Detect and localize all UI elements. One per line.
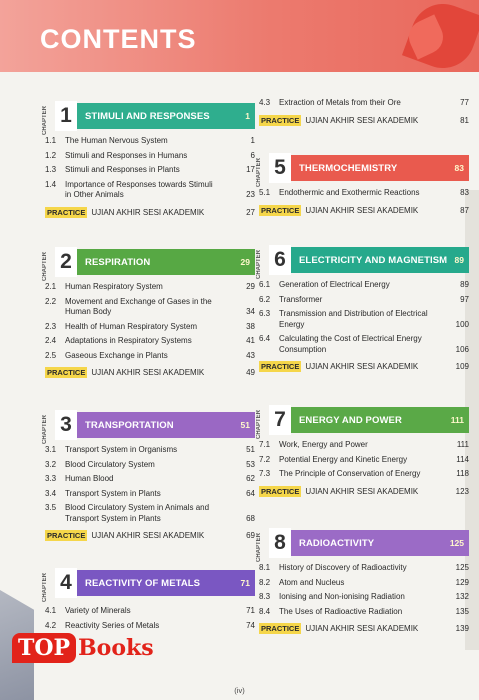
- chapter-tag: CHAPTER: [256, 532, 262, 562]
- chapter-4-block: [42, 568, 255, 635]
- page-title: CONTENTS: [40, 24, 197, 54]
- item-title: Movement and Exchange of Gases in the Human Body: [65, 296, 212, 316]
- toc-item[interactable]: [45, 297, 255, 318]
- item-title: Variety of Minerals: [65, 606, 131, 615]
- page-number: (iv): [234, 686, 245, 695]
- chapter-3-block: [42, 410, 255, 541]
- chapter-8-heading[interactable]: [256, 528, 469, 562]
- toc-item[interactable]: [45, 503, 255, 524]
- chapter-8-block: [256, 528, 469, 634]
- item-title: Blood Circulatory System in Animals and Transport System in Plants: [65, 503, 210, 523]
- item-title: Transport System in Organisms: [65, 445, 178, 454]
- item-number: 2.4: [45, 336, 57, 345]
- item-page: 118: [456, 469, 469, 478]
- chapter-page: 89: [454, 255, 464, 265]
- item-number: 6.4: [259, 334, 271, 343]
- item-number: 8.3: [259, 592, 271, 601]
- practice-title: UJIAN AKHIR SESI AKADEMIK: [305, 205, 419, 215]
- item-page: 51: [246, 445, 255, 454]
- toc-item[interactable]: [259, 607, 469, 618]
- item-number: 4.3: [259, 98, 271, 107]
- practice-row[interactable]: [259, 623, 469, 634]
- practice-row[interactable]: [259, 115, 469, 126]
- practice-title: UJIAN AKHIR SESI AKADEMIK: [305, 362, 419, 371]
- item-number: 5.1: [259, 188, 271, 197]
- item-number: 7.3: [259, 469, 271, 478]
- chapter-title: ENERGY AND POWER: [299, 414, 402, 426]
- chapter-title-bar: [291, 530, 469, 556]
- practice-badge: PRACTICE: [47, 531, 86, 540]
- item-number: 7.2: [259, 454, 271, 464]
- toc-item[interactable]: [45, 165, 255, 176]
- chapter-page: 51: [240, 420, 250, 430]
- chapter-tag: CHAPTER: [256, 409, 262, 439]
- item-page: 53: [246, 459, 255, 469]
- chapter-7-block: [256, 405, 469, 497]
- item-page: 62: [246, 474, 255, 483]
- item-title: The Uses of Radioactive Radiation: [279, 606, 403, 616]
- item-page: 34: [246, 307, 255, 316]
- toc-item[interactable]: [45, 336, 255, 347]
- item-title: Endothermic and Exothermic Reactions: [279, 188, 420, 197]
- practice-page: 49: [246, 368, 255, 377]
- chapter-title-bar: [291, 155, 469, 181]
- toc-item[interactable]: [45, 322, 255, 333]
- chapter-tag: CHAPTER: [256, 249, 262, 279]
- item-page: 106: [455, 344, 469, 354]
- item-page: 68: [246, 513, 255, 523]
- item-page: 100: [455, 319, 469, 329]
- item-page: 74: [246, 620, 255, 630]
- item-number: 4.1: [45, 606, 57, 615]
- toc-item[interactable]: [45, 606, 255, 617]
- chapter-number: 7: [269, 405, 291, 435]
- practice-page: 27: [246, 207, 255, 217]
- chapter-title-bar: [77, 570, 255, 596]
- practice-badge: PRACTICE: [47, 368, 86, 377]
- item-title: Atom and Nucleus: [279, 577, 345, 587]
- item-number: 1.3: [45, 165, 57, 174]
- item-page: 43: [246, 350, 255, 360]
- chapter-number: 1: [55, 101, 77, 131]
- item-title: Human Blood: [65, 474, 114, 483]
- item-page: 114: [456, 454, 469, 464]
- toc-item[interactable]: [259, 309, 469, 330]
- practice-badge: PRACTICE: [261, 362, 300, 371]
- item-title: Reactivity Series of Metals: [65, 620, 160, 630]
- chapter-6-heading[interactable]: [256, 245, 469, 279]
- toc-item[interactable]: [45, 136, 255, 147]
- practice-title: UJIAN AKHIR SESI AKADEMIK: [305, 115, 419, 125]
- practice-title: UJIAN AKHIR SESI AKADEMIK: [91, 368, 205, 377]
- chapter-3-heading[interactable]: [42, 410, 255, 444]
- chapter-2-heading[interactable]: [42, 247, 255, 281]
- item-number: 3.2: [45, 459, 57, 469]
- item-title: Importance of Responses towards Stimuli in Other Animals: [65, 179, 213, 199]
- practice-row[interactable]: [259, 486, 469, 497]
- item-page: 38: [246, 321, 255, 331]
- chapter-4-continued: [259, 98, 469, 126]
- watermark-books: Books: [78, 635, 154, 661]
- chapter-title: THERMOCHEMISTRY: [299, 162, 398, 174]
- practice-badge: PRACTICE: [261, 115, 300, 125]
- chapter-page: 71: [240, 578, 250, 588]
- chapter-title-bar: [291, 247, 469, 273]
- item-title: Transport System in Plants: [65, 488, 161, 498]
- item-page: 41: [246, 336, 255, 345]
- item-title: Health of Human Respiratory System: [65, 321, 198, 331]
- chapter-number: 5: [269, 153, 291, 183]
- item-number: 1.4: [45, 179, 57, 189]
- chapter-title: ELECTRICITY AND MAGNETISM: [299, 254, 448, 266]
- practice-row[interactable]: [259, 205, 469, 216]
- item-title: Extraction of Metals from their Ore: [279, 98, 401, 107]
- item-number: 1.1: [45, 136, 57, 145]
- item-title: Adaptations in Respiratory Systems: [65, 336, 192, 345]
- practice-page: 139: [455, 624, 469, 633]
- item-page: 125: [455, 563, 469, 572]
- chapter-page: 125: [449, 538, 464, 548]
- item-page: 6: [250, 150, 255, 160]
- item-number: 2.2: [45, 296, 57, 306]
- item-page: 83: [460, 188, 469, 197]
- item-number: 1.2: [45, 150, 57, 160]
- item-page: 135: [455, 606, 469, 616]
- item-number: 3.4: [45, 488, 57, 498]
- practice-page: 87: [460, 205, 469, 215]
- chapter-title: TRANSPORTATION: [85, 419, 174, 431]
- item-title: Transformer: [279, 294, 323, 304]
- topbooks-watermark-logo: [12, 628, 154, 668]
- item-page: 29: [246, 282, 255, 291]
- item-number: 8.1: [259, 563, 271, 572]
- item-number: 4.2: [45, 620, 57, 630]
- practice-row[interactable]: [45, 530, 255, 541]
- watermark-top: TOP: [12, 633, 76, 663]
- chapter-tag: CHAPTER: [256, 157, 262, 187]
- item-title: Blood Circulatory System: [65, 459, 155, 469]
- chapter-page: 111: [450, 415, 464, 425]
- item-number: 7.1: [259, 440, 271, 449]
- practice-page: 109: [455, 362, 469, 371]
- chapter-title: STIMULI AND RESPONSES: [85, 110, 210, 122]
- practice-badge: PRACTICE: [47, 207, 86, 217]
- item-page: 132: [455, 592, 469, 601]
- item-number: 3.1: [45, 445, 57, 454]
- chapter-number: 4: [55, 568, 77, 598]
- item-title: Generation of Electrical Energy: [279, 280, 390, 289]
- toc-item[interactable]: [45, 474, 255, 485]
- toc-item[interactable]: [259, 334, 469, 355]
- chapter-title-bar: [291, 407, 469, 433]
- chapter-tag: CHAPTER: [42, 251, 48, 281]
- chapter-title-bar: [77, 249, 255, 275]
- toc-item[interactable]: [45, 151, 255, 162]
- chapter-page: 1: [245, 111, 250, 121]
- chapter-title-bar: [77, 103, 255, 129]
- item-page: 64: [246, 488, 255, 498]
- chapter-title: REACTIVITY OF METALS: [85, 577, 201, 589]
- item-number: 2.3: [45, 321, 57, 331]
- toc-item[interactable]: [259, 440, 469, 451]
- practice-title: UJIAN AKHIR SESI AKADEMIK: [91, 207, 205, 217]
- toc-item[interactable]: [45, 460, 255, 471]
- practice-page: 81: [460, 115, 469, 125]
- chapter-page: 83: [454, 163, 464, 173]
- toc-item[interactable]: [259, 469, 469, 480]
- chapter-6-block: [256, 245, 469, 372]
- toc-item[interactable]: [259, 592, 469, 603]
- toc-item[interactable]: [259, 563, 469, 574]
- chapter-number: 6: [269, 245, 291, 275]
- item-title: Ionising and Non-ionising Radiation: [279, 592, 405, 601]
- chapter-number: 8: [269, 528, 291, 558]
- item-title: The Human Nervous System: [65, 136, 168, 145]
- chapter-2-block: [42, 247, 255, 378]
- item-title: Transmission and Distribution of Electrical Energy: [279, 309, 428, 329]
- chapter-number: 3: [55, 410, 77, 440]
- toc-item[interactable]: [45, 180, 255, 201]
- practice-badge: PRACTICE: [261, 486, 300, 496]
- practice-badge: PRACTICE: [261, 624, 300, 633]
- toc-item[interactable]: [259, 455, 469, 466]
- item-number: 8.2: [259, 577, 271, 587]
- chapter-5-heading[interactable]: [256, 153, 469, 187]
- item-title: Potential Energy and Kinetic Energy: [279, 454, 408, 464]
- chapter-title: RESPIRATION: [85, 256, 151, 268]
- toc-item[interactable]: [45, 489, 255, 500]
- item-number: 8.4: [259, 606, 271, 616]
- chapter-page: 29: [240, 257, 250, 267]
- toc-item[interactable]: [45, 282, 255, 293]
- chapter-title-bar: [77, 412, 255, 438]
- toc-item[interactable]: [259, 98, 469, 109]
- item-number: 3.3: [45, 474, 57, 483]
- toc-item[interactable]: [259, 578, 469, 589]
- toc-item[interactable]: [259, 295, 469, 306]
- practice-title: UJIAN AKHIR SESI AKADEMIK: [305, 486, 419, 496]
- chapter-7-heading[interactable]: [256, 405, 469, 439]
- item-number: 6.1: [259, 280, 271, 289]
- practice-page: 123: [455, 486, 469, 496]
- chapter-tag: CHAPTER: [42, 414, 48, 444]
- practice-row[interactable]: [45, 367, 255, 378]
- item-page: 89: [460, 280, 469, 289]
- toc-item[interactable]: [45, 445, 255, 456]
- chapter-1-block: [42, 101, 255, 218]
- practice-page: 69: [246, 531, 255, 540]
- item-title: The Principle of Conservation of Energy: [279, 469, 421, 478]
- item-page: 97: [460, 294, 469, 304]
- item-title: Calculating the Cost of Electrical Energy Consumption: [279, 334, 422, 354]
- item-page: 129: [455, 577, 469, 587]
- chapter-title: RADIOACTIVITY: [299, 537, 375, 549]
- toc-item[interactable]: [259, 280, 469, 291]
- practice-badge: PRACTICE: [261, 205, 300, 215]
- practice-title: UJIAN AKHIR SESI AKADEMIK: [91, 531, 205, 540]
- toc-item[interactable]: [259, 188, 469, 199]
- item-number: 6.2: [259, 294, 271, 304]
- chapter-tag: CHAPTER: [42, 105, 48, 135]
- chapter-number: 2: [55, 247, 77, 277]
- chapter-tag: CHAPTER: [42, 572, 48, 602]
- item-number: 6.3: [259, 309, 271, 318]
- chapter-5-block: [256, 153, 469, 216]
- item-title: Human Respiratory System: [65, 282, 163, 291]
- item-title: History of Discovery of Radioactivity: [279, 563, 407, 572]
- item-title: Stimuli and Responses in Humans: [65, 150, 188, 160]
- chapter-1-heading[interactable]: [42, 101, 255, 135]
- practice-row[interactable]: [45, 207, 255, 218]
- item-page: 23: [246, 190, 255, 199]
- chapter-4-heading[interactable]: [42, 568, 255, 602]
- item-title: Stimuli and Responses in Plants: [65, 165, 180, 174]
- item-number: 2.5: [45, 350, 57, 360]
- practice-row[interactable]: [259, 361, 469, 372]
- item-title: Gaseous Exchange in Plants: [65, 350, 168, 360]
- item-number: 2.1: [45, 282, 57, 291]
- item-page: 111: [456, 440, 469, 449]
- item-page: 17: [246, 165, 255, 174]
- practice-title: UJIAN AKHIR SESI AKADEMIK: [305, 624, 419, 633]
- item-page: 77: [460, 98, 469, 107]
- item-page: 71: [246, 606, 255, 615]
- item-page: 1: [250, 136, 255, 145]
- item-number: 3.5: [45, 503, 57, 512]
- item-title: Work, Energy and Power: [279, 440, 368, 449]
- toc-item[interactable]: [45, 351, 255, 362]
